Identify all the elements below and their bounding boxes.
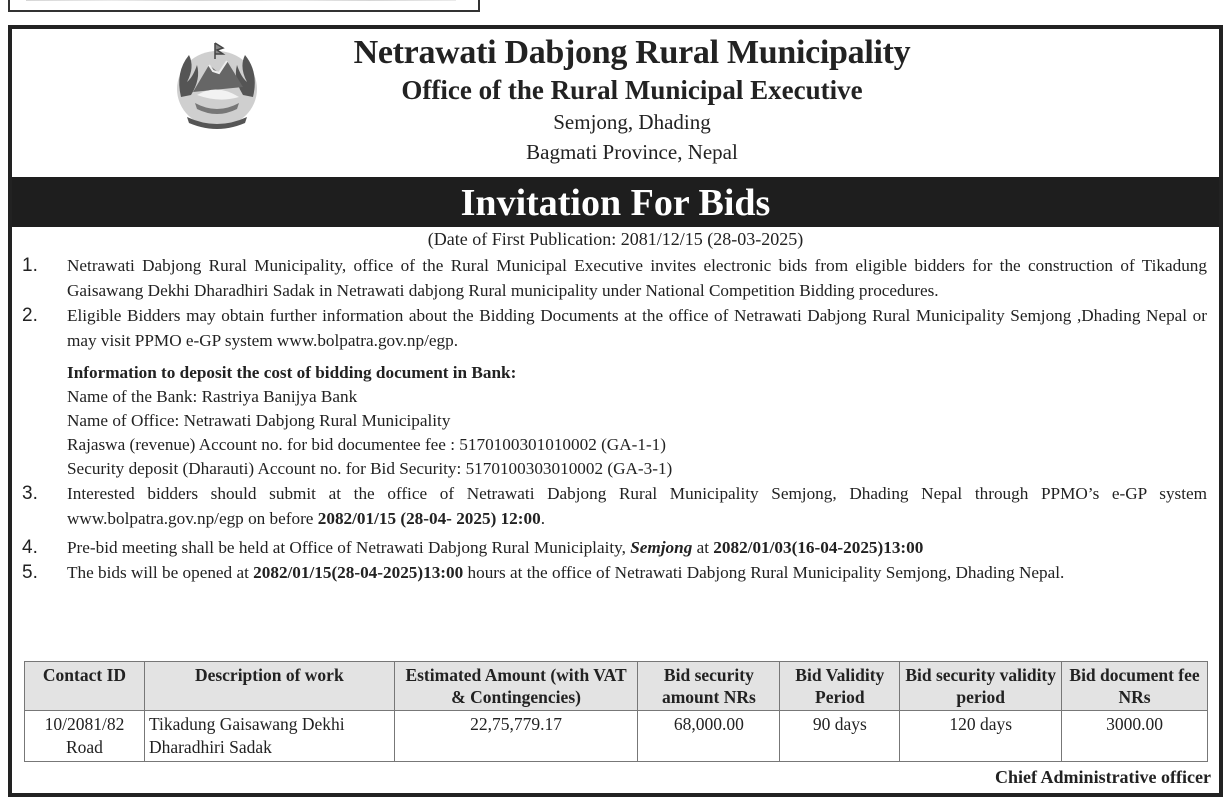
submission-deadline: 2082/01/15 (28-04- 2025) 12:00 <box>317 509 541 528</box>
list-item <box>12 481 1219 531</box>
item-text: The bids will be opened at <box>67 563 254 582</box>
header-document-fee: Bid document fee NRs <box>1062 662 1208 711</box>
publication-date: (Date of First Publication: 2081/12/15 (28-03-2025) <box>427 229 804 249</box>
notice-frame <box>8 25 1223 797</box>
list-item <box>12 560 1219 585</box>
table-header-row <box>25 662 1208 711</box>
office-name: Office of the Rural Municipal Executive <box>401 75 863 105</box>
item-text-end: . <box>540 509 545 528</box>
clipped-previous-ad-box <box>8 0 480 12</box>
item-text: Pre-bid meeting shall be held at Office of Netrawati Dabjong Rural Municiplaity, <box>67 538 631 557</box>
item-text: Eligible Bidders may obtain further information about the Bidding Documents at the office of Netrawati Dabjong Rural Municipality Semjong ,Dhading Nepal or may visit PPMO e-GP system www.bolpatra.gov.np/egp. <box>67 306 1207 350</box>
organization-name: Netrawati Dabjong Rural Municipality <box>353 34 911 71</box>
bids-table <box>24 661 1208 762</box>
list-item <box>12 253 1219 303</box>
notice-title-banner: Invitation For Bids <box>12 177 1219 227</box>
signature-title: Chief Administrative officer <box>995 767 1211 787</box>
list-item <box>12 535 1219 560</box>
address-line-2: Bagmati Province, Nepal <box>526 140 738 164</box>
notice-items <box>12 253 1219 585</box>
illegible-text-strip <box>26 0 456 1</box>
header-estimated-amount: Estimated Amount (with VAT & Contingencies) <box>394 662 638 711</box>
header-bid-validity: Bid Validity Period <box>780 662 900 711</box>
cell-security-validity: 120 days <box>900 711 1062 762</box>
cell-description: Tikadung Gaisawang Dekhi Dharadhiri Sadak <box>144 711 394 762</box>
address-line-1: Semjong, Dhading <box>553 110 711 134</box>
header-security-validity: Bid security validity period <box>900 662 1062 711</box>
notice-header <box>12 29 1219 177</box>
header-contact-id: Contact ID <box>25 662 145 711</box>
security-account: Security deposit (Dharauti) Account no. for Bid Security: 5170100303010002 (GA-3-1) <box>67 459 673 478</box>
item-number: 3. <box>22 483 38 504</box>
prebid-location: Semjong <box>630 538 693 557</box>
table-row <box>25 711 1208 762</box>
bank-info <box>12 361 1219 481</box>
bank-info-heading: Information to deposit the cost of bidding document in Bank: <box>67 363 517 382</box>
cell-document-fee: 3000.00 <box>1062 711 1208 762</box>
item-number: 4. <box>22 537 38 558</box>
item-text: Netrawati Dabjong Rural Municipality, office of the Rural Municipal Executive invites electronic bids from eligible bidders for the construction of Tikadung Gaisawang Dekhi Dharadhiri Sadak in Netrawati dabjong Rural municipality under National Competition Bidding procedures. <box>67 256 1207 300</box>
item-number: 5. <box>22 562 38 583</box>
revenue-account: Rajaswa (revenue) Account no. for bid documentee fee : 5170100301010002 (GA-1-1) <box>67 435 666 454</box>
office-name-line: Name of Office: Netrawati Dabjong Rural Municipality <box>67 411 451 430</box>
cell-estimated-amount: 22,75,779.17 <box>394 711 638 762</box>
header-description: Description of work <box>144 662 394 711</box>
item-text: Interested bidders should submit at the office of Netrawati Dabjong Rural Municipality Semjong, Dhading Nepal through PPMO’s e-GP system www.bolpatra.gov.np/egp on before <box>67 484 1207 528</box>
cell-bid-security-amount: 68,000.00 <box>638 711 780 762</box>
opening-datetime: 2082/01/15(28-04-2025)13:00 <box>253 563 464 582</box>
bank-name: Name of the Bank: Rastriya Banijya Bank <box>67 387 358 406</box>
list-item <box>12 303 1219 353</box>
item-number: 2. <box>22 305 38 326</box>
cell-contact-id: 10/2081/82 Road <box>25 711 145 762</box>
item-text-end: hours at the office of Netrawati Dabjong Rural Municipality Semjong, Dhading Nepal. <box>463 563 1065 582</box>
item-text-mid: at <box>692 538 714 557</box>
prebid-datetime: 2082/01/03(16-04-2025)13:00 <box>713 538 924 557</box>
cell-bid-validity: 90 days <box>780 711 900 762</box>
header-bid-security-amount: Bid security amount NRs <box>638 662 780 711</box>
item-number: 1. <box>22 255 38 276</box>
